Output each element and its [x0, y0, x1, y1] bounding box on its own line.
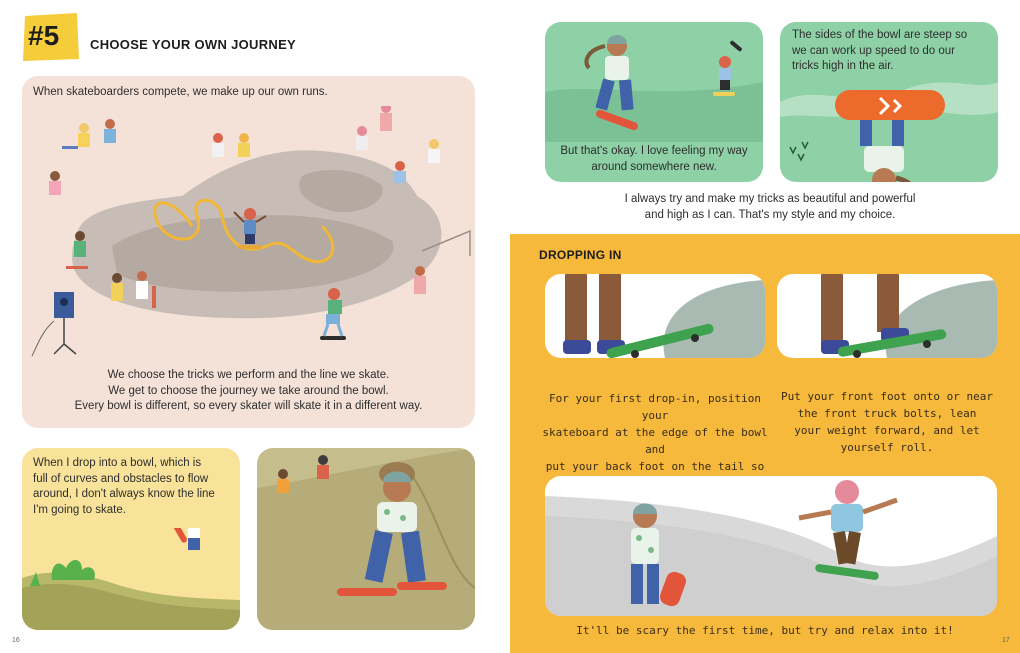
main-caption-line-2: We get to choose the journey we take around the bowl.	[108, 384, 389, 397]
step1-panel	[545, 274, 765, 358]
step2-caption	[780, 388, 994, 456]
feeling-way-illustration	[545, 22, 763, 142]
step1-line-3: put your back foot on the tail so	[545, 460, 765, 473]
feeling-way-line-1: But that's okay. I love feeling my way	[560, 145, 748, 157]
rolling-panel	[545, 476, 997, 616]
steep-bowl-text	[792, 28, 967, 75]
page-number-left: 16	[12, 637, 20, 644]
feeling-way-line-2: around somewhere new.	[591, 160, 717, 173]
spectators-right	[414, 266, 426, 294]
steep-bowl-line-2: we can work up speed to do our	[792, 44, 956, 57]
style-line-1: I always try and make my tricks as beautiful and powerful	[624, 193, 916, 205]
bowl-drop-line-1: When I drop into a bowl, which is	[33, 457, 202, 469]
skater-small	[170, 528, 200, 550]
main-caption-line-1: We choose the tricks we perform and the line we skate.	[107, 369, 390, 381]
bowl-drop-line-2: full of curves and obstacles to flow	[33, 472, 209, 485]
step2-illustration	[777, 274, 997, 358]
step2-line-1: Put your front foot onto or near	[781, 390, 993, 403]
page-number-right: 17	[1002, 637, 1010, 644]
step2-line-3: your weight forward, and let	[794, 424, 980, 437]
page-title: CHOOSE YOUR OWN JOURNEY	[90, 37, 297, 52]
steep-bowl-panel	[780, 22, 998, 182]
steep-bowl-line-1: The sides of the bowl are steep so	[792, 29, 968, 41]
main-caption-line-3: Every bowl is different, so every skater will skate it in a different way.	[74, 400, 423, 412]
bowl-drop-line-4: I'm going to skate.	[33, 503, 126, 516]
main-illustration-panel	[22, 76, 475, 428]
step1-illustration	[545, 274, 765, 358]
style-text	[510, 192, 1020, 223]
bowl-drop-text	[33, 456, 215, 518]
main-caption	[22, 368, 475, 415]
bowl-drop-panel	[22, 448, 240, 630]
step2-line-2: the front truck bolts, lean	[797, 407, 977, 420]
chapter-number: #5	[28, 20, 60, 51]
grass-icon	[790, 142, 808, 160]
steep-bowl-line-3: tricks high in the air.	[792, 60, 894, 72]
rolling-illustration	[545, 476, 997, 616]
step1-line-1: For your first drop-in, position your	[549, 392, 761, 422]
step2-line-4: yourself roll.	[840, 441, 934, 454]
intro-text: When skateboarders compete, we make up our own runs.	[33, 86, 328, 98]
bowl-drop-illustration	[22, 528, 240, 630]
right-page	[510, 0, 1020, 653]
feeling-way-caption	[545, 144, 763, 175]
skater-upside-down	[835, 90, 945, 182]
spectators-top-center	[212, 133, 250, 157]
spectators-top-left	[49, 119, 116, 195]
closing-text: It'll be scary the first time, but try and relax into it!	[576, 624, 954, 637]
step2-panel	[777, 274, 997, 358]
style-line-2: and high as I can. That's my style and my choice.	[644, 208, 896, 221]
feeling-way-panel	[545, 22, 763, 182]
speaker-icon	[32, 292, 76, 356]
chapter-badge	[22, 12, 80, 62]
dropping-in-section	[510, 234, 1020, 653]
steep-bowl-illustration	[780, 72, 998, 182]
skater-closeup-panel	[257, 448, 475, 630]
step1-line-2: skateboard at the edge of the bowl and	[542, 426, 768, 456]
skater-closeup-illustration	[257, 448, 475, 630]
bowl-drop-line-3: around, I don't always know the line	[33, 488, 215, 500]
skate-bowl-illustration	[22, 106, 475, 376]
dropping-in-title: DROPPING IN	[539, 248, 622, 262]
